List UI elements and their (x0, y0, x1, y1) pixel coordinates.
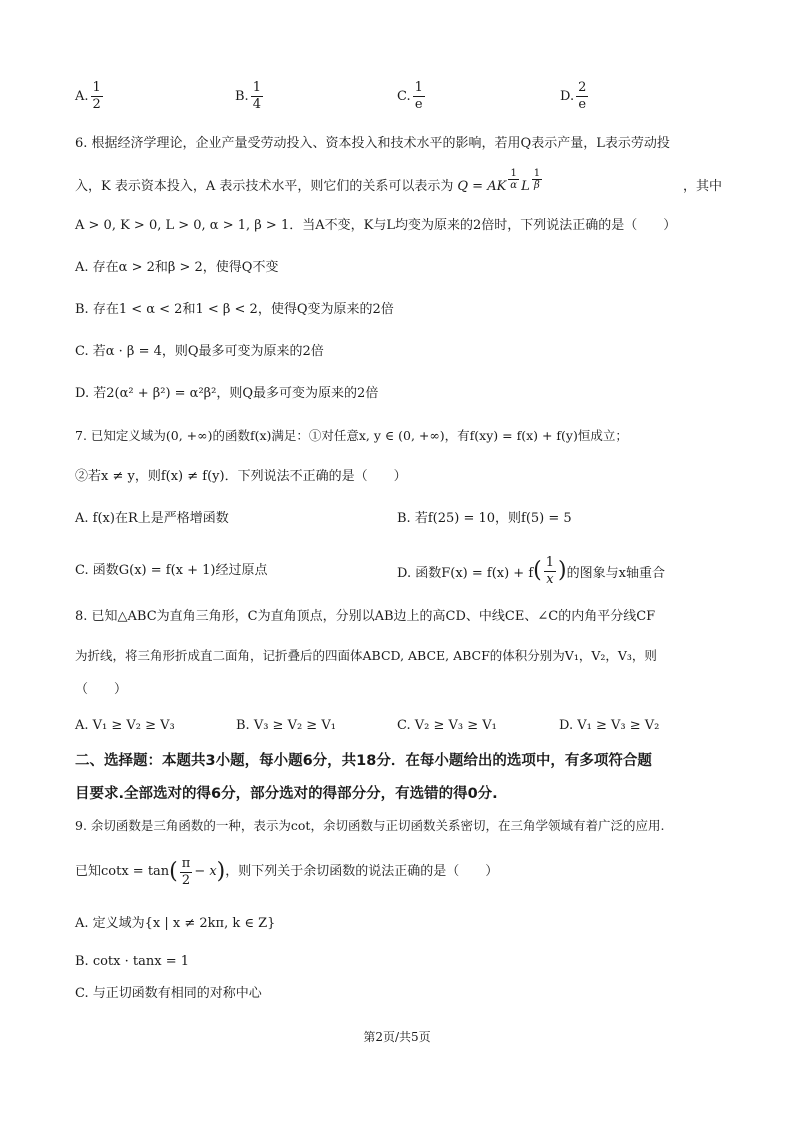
q6-option-d: D. 若2(α² + β²) = α²β²，则Q最多可变为原来的2倍 (75, 386, 379, 401)
q6-line-3: A > 0, K > 0, L > 0, α > 1, β > 1．当A不变，K与L均变为原来的2倍时，下列说法正确的是（ ） (75, 218, 677, 233)
q8-line-2: 为折线，将三角形折成直二面角，记折叠后的四面体ABCD, ABCE, ABCF的体积分别为V₁，V₂，V₃，则 (75, 648, 657, 663)
q8-option-b: B. V₃ ≥ V₂ ≥ V₁ (236, 718, 336, 733)
q9-line-1: 9. 余切函数是三角函数的一种，表示为cot，余切函数与正切函数关系密切，在三角学领域有着广泛的应用. (75, 818, 665, 833)
paren-right: ) (558, 558, 567, 583)
q9-option-c: C. 与正切函数有相同的对称中心 (75, 986, 262, 1001)
fraction (544, 555, 556, 588)
denominator: 2 (92, 96, 101, 112)
q9-option-b: B. cotx · tanx = 1 (75, 954, 189, 969)
q5-option-a (75, 76, 105, 116)
q7-option-d (397, 551, 665, 591)
q8-line-3: （ ） (75, 682, 128, 697)
numerator: 1 (252, 79, 261, 95)
paren-left: ( (169, 859, 178, 884)
q5-option-b (235, 76, 265, 116)
minus-x: − x (194, 864, 217, 879)
fraction (91, 80, 103, 113)
q8-option-c: C. V₂ ≥ V₃ ≥ V₁ (397, 718, 497, 733)
section-2-heading-line-2: 目要求.全部选对的得6分，部分选对的得部分分，有选错的得0分. (75, 786, 498, 802)
numerator: 1 (92, 79, 101, 95)
option-label: B. (235, 88, 249, 104)
denominator: x (546, 571, 554, 587)
denominator: β (534, 179, 540, 191)
exponent-beta (532, 168, 542, 191)
q8-option-d: D. V₁ ≥ V₃ ≥ V₂ (559, 718, 660, 733)
q6-line-2-text: 入，K 表示资本投入，A 表示技术水平，则它们的关系可以表示为 (75, 179, 454, 194)
q7-option-d-tail: 的图象与x轴重合 (566, 565, 665, 581)
q7-option-b: B. 若f(25) = 10，则f(5) = 5 (397, 511, 572, 526)
fraction (413, 80, 425, 113)
q7-line-1: 7. 已知定义域为(0, +∞)的函数f(x)满足：①对任意x, y ∈ (0, +∞)，有f(xy) = f(x) + f(y)恒成立； (75, 428, 628, 443)
numerator: 1 (533, 167, 541, 179)
numerator: 1 (414, 79, 423, 95)
q8-line-1: 8. 已知△ABC为直角三角形，C为直角顶点，分别以AB边上的高CD、中线CE、∠C的内角平分线CF (75, 609, 656, 624)
option-label: D. (560, 88, 575, 104)
q6-line-1: 6. 根据经济学理论，企业产量受劳动投入、资本投入和技术水平的影响，若用Q表示产量，L表示劳动投 (75, 136, 670, 151)
numerator: π (181, 855, 191, 871)
q6-option-b: B. 存在1 < α < 2和1 < β < 2，使得Q变为原来的2倍 (75, 302, 394, 317)
q8-option-a: A. V₁ ≥ V₂ ≥ V₃ (75, 718, 175, 733)
numerator: 2 (578, 79, 587, 95)
numerator: 1 (545, 554, 555, 570)
denominator: 4 (252, 96, 261, 112)
paren-left: ( (533, 558, 542, 583)
q6-option-a: A. 存在α > 2和β > 2，使得Q不变 (75, 260, 279, 275)
option-label: A. (75, 88, 89, 104)
denominator: e (578, 96, 587, 112)
q5-options-row (75, 76, 734, 116)
numerator: 1 (510, 167, 517, 179)
q6-line-2 (75, 167, 722, 199)
formula-l: L (521, 179, 530, 194)
option-label: C. (397, 88, 411, 104)
q7-option-c: C. 函数G(x) = f(x + 1)经过原点 (75, 563, 268, 578)
q9-line-2-tail: ，则下列关于余切函数的说法正确的是（ ） (225, 864, 499, 879)
paren-right: ) (216, 859, 226, 884)
fraction (251, 80, 263, 113)
q5-option-c (397, 76, 427, 116)
section-2-heading-line-1: 二、选择题：本题共3小题，每小题6分，共18分．在每小题给出的选项中，有多项符合题 (75, 753, 652, 769)
q6-option-c: C. 若α · β = 4，则Q最多可变为原来的2倍 (75, 344, 324, 359)
denominator: α (510, 179, 518, 191)
q7-option-a: A. f(x)在R上是严格增函数 (75, 511, 229, 526)
denominator: e (414, 96, 423, 112)
page-number: 第2页/共5页 (363, 1030, 431, 1044)
q9-line-2 (75, 852, 722, 892)
denominator: 2 (181, 872, 191, 888)
q9-option-a: A. 定义域为{x | x ≠ 2kπ, k ∈ Z} (75, 916, 276, 931)
q5-option-d (560, 76, 590, 116)
q7-option-d-text: D. 函数F(x) = f(x) + f (397, 565, 534, 581)
fraction (180, 856, 193, 889)
q6-line-2-tail: ，其中 (682, 179, 722, 194)
fraction (576, 80, 588, 113)
q9-line-2-text: 已知cotx = tan (75, 864, 170, 879)
formula-q: Q = AK (457, 179, 507, 194)
exponent-alpha (508, 168, 519, 191)
q7-line-2: ②若x ≠ y，则f(x) ≠ f(y)．下列说法不正确的是（ ） (75, 469, 407, 484)
